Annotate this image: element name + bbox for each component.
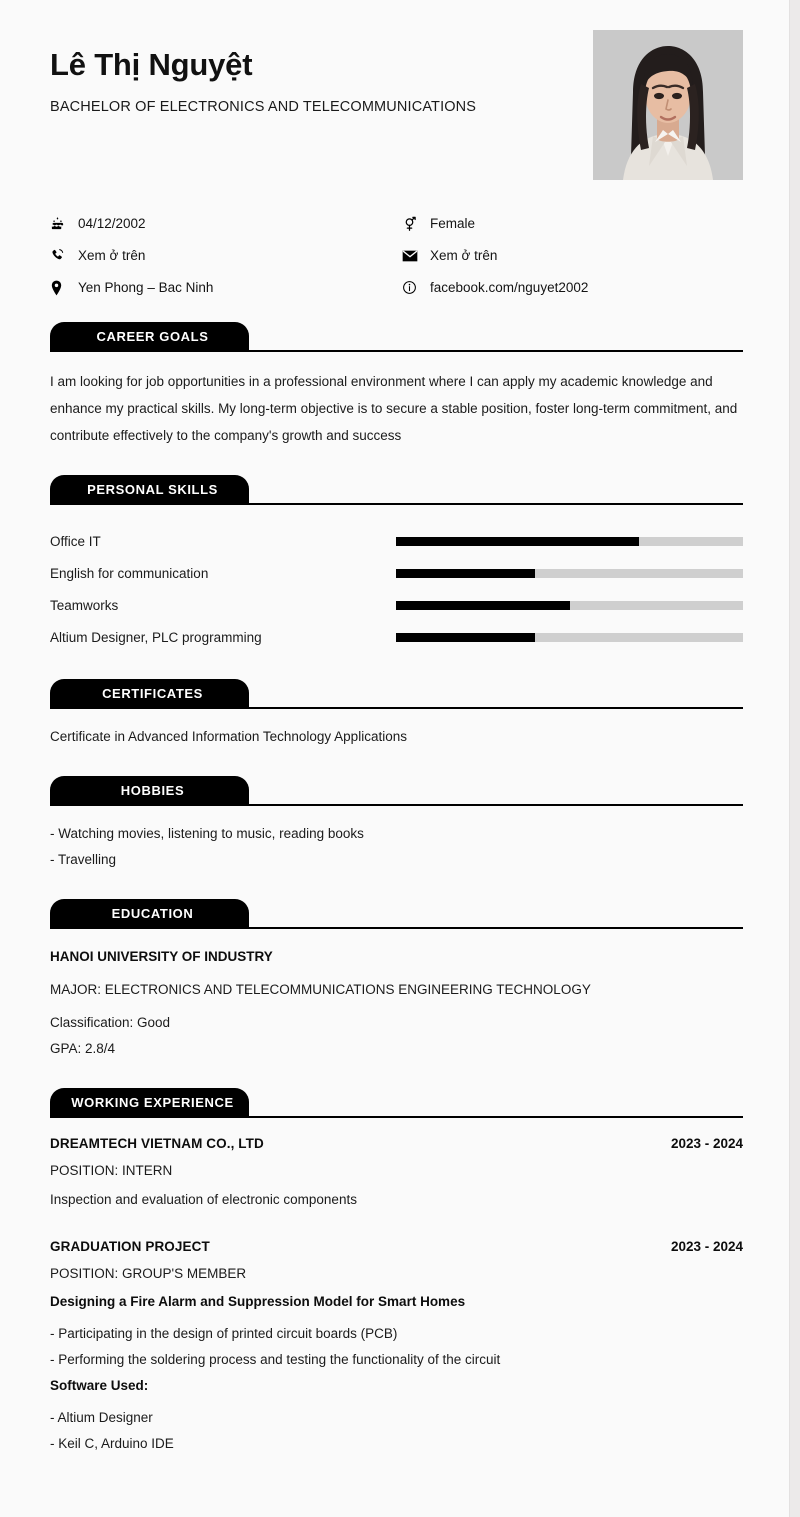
contact-birthday [50,215,402,232]
project-bullets [50,1321,743,1457]
section-title-badge: WORKING EXPERIENCE [50,1088,249,1116]
section-hobbies [50,776,743,873]
skill-label: Altium Designer, PLC programming [50,629,262,645]
certificate-item: Certificate in Advanced Information Technology Applications [50,729,407,744]
experience-description: Inspection and evaluation of electronic components [50,1192,357,1207]
contact-gender [402,215,743,232]
section-divider [50,350,743,352]
location-pin-icon [50,279,68,296]
education-major: MAJOR: ELECTRONICS AND TELECOMMUNICATIONS ENGINEERING TECHNOLOGY [50,982,591,997]
experience-position: POSITION: INTERN [50,1163,173,1178]
project-bullet: - Performing the soldering process and testing the functionality of the circuit [50,1352,501,1367]
contact-social[interactable] [402,279,743,296]
skill-bar-fill [396,569,535,578]
phone-icon [50,247,68,264]
section-divider [50,1116,743,1118]
hobby-item: - Watching movies, listening to music, reading books [50,826,364,841]
envelope-icon [402,247,420,264]
contact-social-text: facebook.com/nguyet2002 [430,280,589,295]
section-title-badge: PERSONAL SKILLS [50,475,249,503]
education-entry [50,944,743,1062]
skill-bar-track [396,601,743,610]
experience-period: 2023 - 2024 [670,1239,743,1254]
section-divider [50,927,743,929]
candidate-title: BACHELOR OF ELECTRONICS AND TELECOMMUNICATIONS [50,99,477,116]
education-classification: Classification: Good [50,1015,171,1030]
resume-header [50,30,743,180]
skill-bar-fill [396,537,639,546]
section-header [50,322,743,352]
section-header [50,1088,743,1118]
section-header [50,679,743,709]
header-text-block [50,30,476,115]
hobbies-list [50,821,743,873]
contact-gender-text: Female [430,216,476,231]
software-used-label: Software Used: [50,1378,149,1393]
section-title-badge: CAREER GOALS [50,322,249,350]
certificates-list [50,724,743,750]
section-header [50,899,743,929]
skill-bar-track [396,633,743,642]
contact-email [402,247,743,264]
skill-label: Office IT [50,533,101,549]
section-personal-skills [50,475,743,653]
cake-icon [50,215,68,232]
software-item: - Altium Designer [50,1410,153,1425]
section-divider [50,707,743,709]
portrait-illustration [593,30,743,180]
experience-header-row [50,1239,743,1254]
contact-phone [50,247,402,264]
skill-row [50,621,743,653]
section-header [50,776,743,806]
skill-row [50,525,743,557]
section-divider [50,804,743,806]
experience-header-row [50,1136,743,1151]
skill-label: English for communication [50,565,209,581]
career-goals-text: I am looking for job opportunities in a professional environment where I can apply my academic knowledge and enhance my practical skills. My long-term objective is to secure a stable position, foster long-term commitment, and contribute effectively to the company's growth and success [50,374,738,443]
section-working-experience [50,1088,743,1457]
hobby-item: - Travelling [50,852,117,867]
skill-bar-fill [396,601,570,610]
education-school: HANOI UNIVERSITY OF INDUSTRY [50,949,273,964]
experience-organization: DREAMTECH VIETNAM CO., LTD [50,1136,264,1151]
skills-list [50,525,743,653]
candidate-name: Lê Thị Nguyệt [50,47,253,82]
info-circle-icon [402,279,420,296]
experience-position: POSITION: GROUP'S MEMBER [50,1266,247,1281]
contact-email-text: Xem ở trên [430,248,498,263]
experience-entry [50,1136,743,1207]
project-bullet: - Participating in the design of printed circuit boards (PCB) [50,1326,398,1341]
section-title-badge: EDUCATION [50,899,249,927]
skill-label: Teamworks [50,597,119,613]
section-title-badge: CERTIFICATES [50,679,249,707]
skill-bar-track [396,537,743,546]
contact-address-text: Yen Phong – Bac Ninh [78,280,214,295]
skill-row [50,589,743,621]
skill-bar-fill [396,633,535,642]
section-education [50,899,743,1062]
section-certificates [50,679,743,750]
section-header [50,475,743,505]
contact-grid [50,215,743,296]
contact-birthday-text: 04/12/2002 [78,216,146,231]
skill-row [50,557,743,589]
education-gpa: GPA: 2.8/4 [50,1041,116,1056]
gender-female-icon [402,215,420,232]
section-divider [50,503,743,505]
section-career-goals [50,322,743,449]
software-item: - Keil C, Arduino IDE [50,1436,174,1451]
experience-period: 2023 - 2024 [670,1136,743,1151]
profile-photo [593,30,743,180]
skill-bar-track [396,569,743,578]
experience-entry [50,1239,743,1457]
section-title-badge: HOBBIES [50,776,249,804]
contact-phone-text: Xem ở trên [78,248,146,263]
experience-organization: GRADUATION PROJECT [50,1239,210,1254]
project-title: Designing a Fire Alarm and Suppression Model for Smart Homes [50,1294,466,1309]
contact-address [50,279,402,296]
